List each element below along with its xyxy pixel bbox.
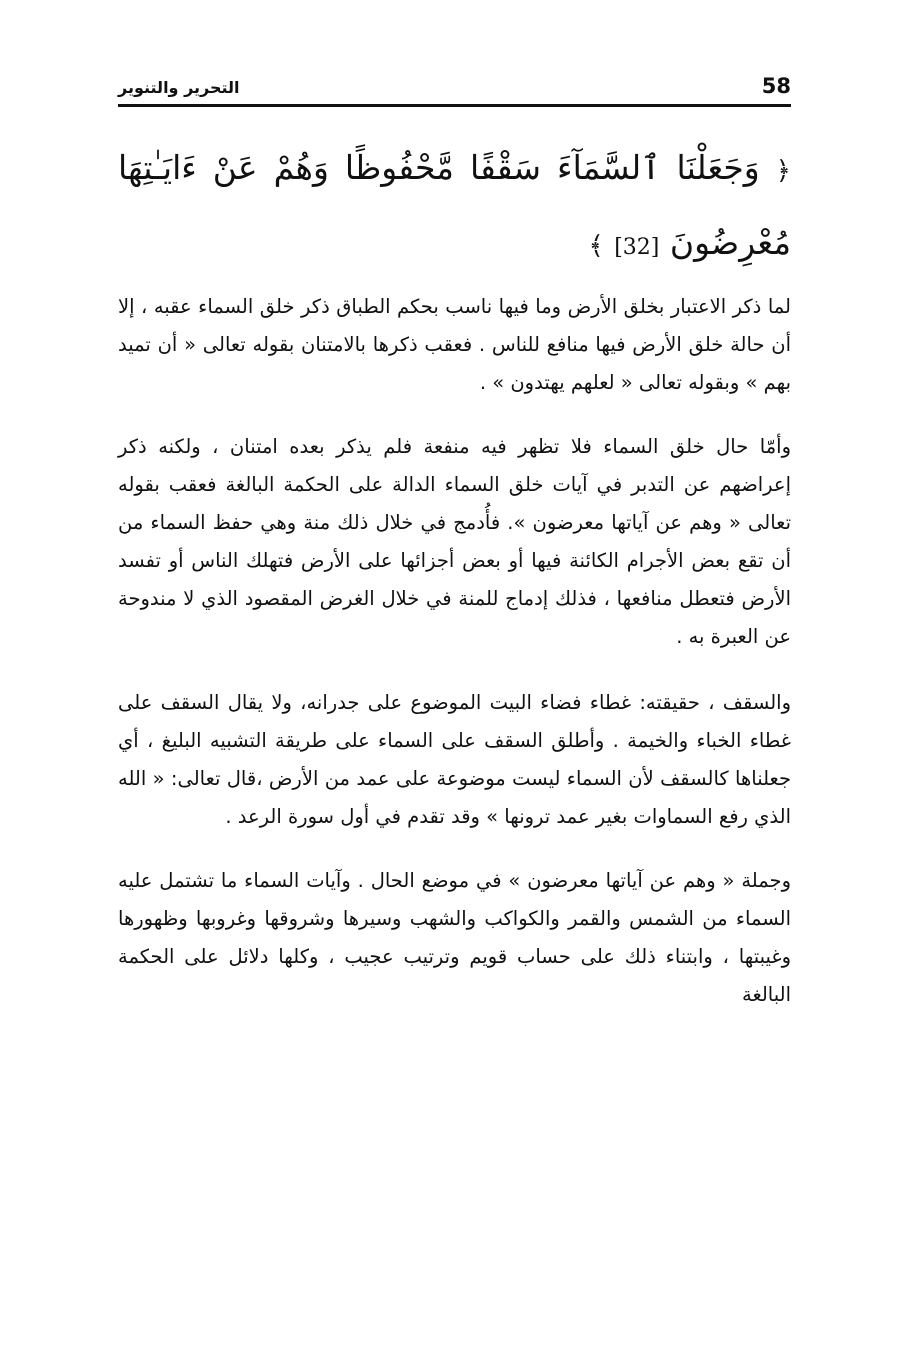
paragraph: وأمّا حال خلق السماء فلا تظهر فيه منفعة فلم يذكر بعده امتنان ، ولكنه ذكر إعراضهم عن التدبر في آيات خلق السماء الدالة على الحكمة البالغة فعقب بقوله تعالى « وهم عن آياتها معرضون ». فأُدمج في خلال ذلك منة وهي حفظ السماء من أن تقع بعض الأجرام الكائنة فيها أو بعض أجزائها على الأرض فتهلك الناس أو تفسد الأرض فتعطل منافعها ، فذلك إدماج للمنة في خلال الغرض المقصود الذي لا مندوحة عن العبرة به .: [118, 435, 791, 648]
paragraph: والسقف ، حقيقته: غطاء فضاء البيت الموضوع على جدرانه، ولا يقال السقف على غطاء الخباء والخيمة . وأطلق السقف على السماء على طريقة التشبيه البليغ ، أي جعلناها كالسقف لأن السماء ليست موضوعة على عمد من الأرض ،قال تعالى: « الله الذي رفع السماوات بغير عمد ترونها » وقد تقدم في أول سورة الرعد .: [118, 691, 791, 828]
verse-text: وَجَعَلْنَا ٱلسَّمَآءَ سَقْفًا مَّحْفُوظًا وَهُمْ عَنْ ءَايَـٰتِهَا مُعْرِضُونَ: [118, 148, 791, 262]
paragraph: لما ذكر الاعتبار بخلق الأرض وما فيها ناسب بحكم الطباق ذكر خلق السماء عقبه ، إلا أن حالة خلق الأرض فيها منافع للناس . فعقب ذكرها بالامتنان بقوله تعالى « أن تميد بهم » وبقوله تعالى « لعلهم يهتدون » .: [118, 295, 791, 394]
commentary-body: [118, 288, 791, 1042]
verse-number: [32]: [614, 235, 660, 260]
page-number: 58: [761, 74, 791, 98]
verse-open-bracket: ﴿: [775, 156, 791, 186]
page-header: [118, 72, 791, 106]
quran-verse: [118, 132, 791, 284]
verse-close-bracket: ﴾: [588, 231, 604, 261]
paragraph: وجملة « وهم عن آياتها معرضون » في موضع الحال . وآيات السماء ما تشتمل عليه السماء من الشمس والقمر والكواكب والشهب وسيرها وشروقها وغروبها وظهورها وغيبتها ، وابتناء ذلك على حساب قويم وترتيب عجيب ، وكلها دلائل على الحكمة البالغة: [118, 869, 791, 1006]
header-rule: [118, 104, 791, 107]
book-title: التحرير والتنوير: [118, 78, 240, 97]
